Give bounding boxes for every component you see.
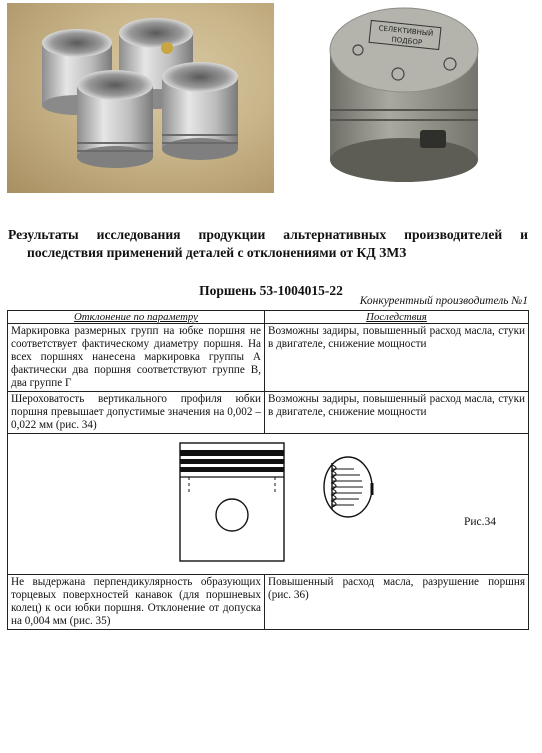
stamp-line2: ПОДБОР bbox=[391, 35, 423, 47]
column-header-deviation: Отклонение по параметру bbox=[8, 311, 265, 324]
heading-line2: последствия применений деталей с отклонениями от КД ЗМЗ bbox=[27, 245, 407, 260]
document-heading bbox=[8, 226, 528, 262]
heading-line1: Результаты исследования продукции альтернативных производителей и bbox=[8, 227, 528, 242]
deviation-cell: Не выдержана перпендикулярность образующих торцевых поверхностей канавок (для поршневых колец) к оси юбки поршня. Отклонение от допуска на 0,004 мм (рис. 35) bbox=[8, 575, 265, 630]
table-header-row bbox=[8, 311, 529, 324]
figure-label: Рис.34 bbox=[464, 516, 497, 528]
stamp-line1: СЕЛЕКТИВНЫЙ bbox=[378, 24, 434, 38]
consequence-cell: Повышенный расход масла, разрушение поршня (рис. 36) bbox=[265, 575, 529, 630]
consequence-cell: Возможны задиры, повышенный расход масла, стуки в двигателе, снижение мощности bbox=[265, 392, 529, 434]
figure-row bbox=[8, 434, 529, 575]
piston-closeup-photo bbox=[300, 0, 510, 190]
pistons-photo bbox=[7, 3, 274, 193]
deviation-table bbox=[7, 310, 529, 630]
piston-profile-drawing bbox=[168, 437, 398, 567]
figure-cell bbox=[8, 434, 529, 575]
consequence-cell: Возможны задиры, повышенный расход масла, стуки в двигателе, снижение мощности bbox=[265, 324, 529, 392]
table-row bbox=[8, 392, 529, 434]
part-title: Поршень 53-1004015-22 bbox=[199, 283, 343, 298]
table-row bbox=[8, 575, 529, 630]
deviation-cell: Шероховатость вертикального профиля юбки поршня превышает допустимые значения на 0,002 – 0,022 мм (рис. 34) bbox=[8, 392, 265, 434]
piston-closeup-illustration bbox=[300, 0, 510, 190]
manufacturer-label: Конкурентный производитель №1 bbox=[359, 295, 528, 307]
table-row bbox=[8, 324, 529, 392]
deviation-cell: Маркировка размерных групп на юбке поршня не соответствует фактическому диаметру поршня. На всех поршнях нанесена маркировка группы А фактически два поршня соответствуют группе В, два группе Г bbox=[8, 324, 265, 392]
pistons-illustration bbox=[7, 3, 274, 193]
column-header-consequence: Последствия bbox=[265, 311, 529, 324]
